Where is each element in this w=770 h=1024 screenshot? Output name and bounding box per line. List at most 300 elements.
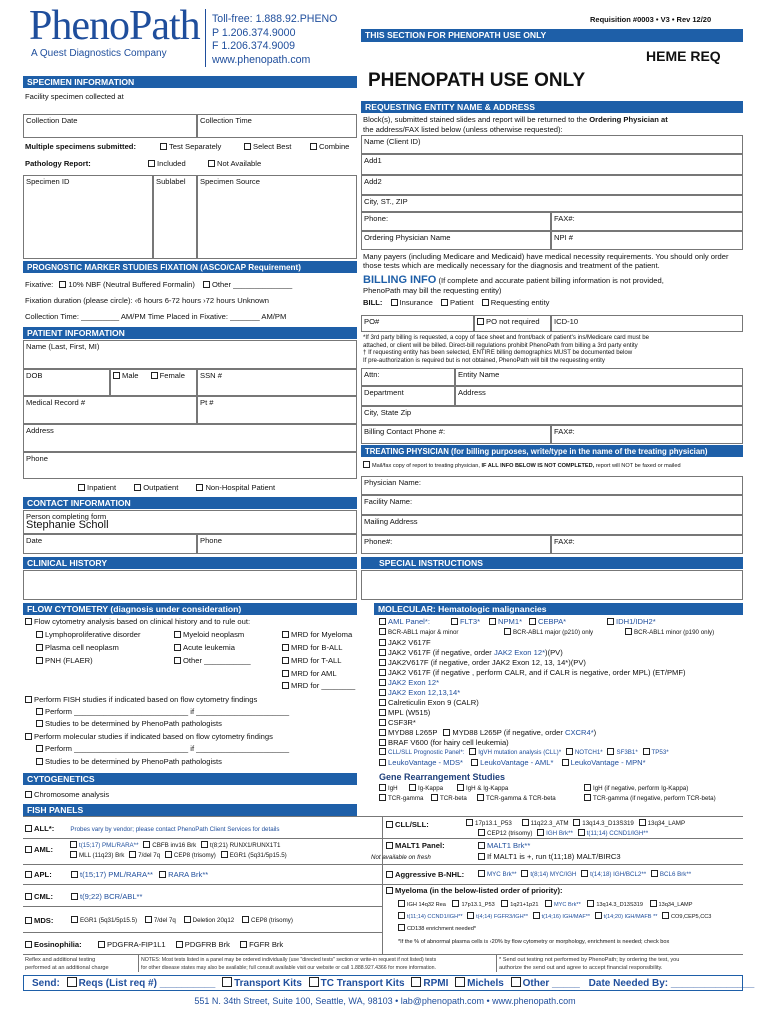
checkbox[interactable] bbox=[70, 841, 77, 848]
contact-phone-field[interactable] bbox=[197, 534, 357, 554]
mrn-field[interactable] bbox=[23, 396, 197, 424]
fish-aml-row2: MLL (11q23) Brk 7/del 7q CEP8 (trisomy) EGR1 (5q31/5p15.5) bbox=[70, 851, 287, 861]
ssn-field[interactable] bbox=[197, 369, 357, 396]
client-name-field[interactable] bbox=[361, 135, 743, 154]
treating-fax-field[interactable] bbox=[551, 535, 743, 554]
checkbox[interactable] bbox=[36, 708, 43, 715]
checkbox[interactable] bbox=[143, 841, 150, 848]
billing-title: BILLING INFO bbox=[363, 274, 437, 286]
dob-field[interactable] bbox=[23, 369, 110, 396]
department-field[interactable] bbox=[361, 386, 455, 406]
checkbox[interactable] bbox=[386, 871, 393, 878]
bill-label: BILL: bbox=[363, 298, 383, 307]
checkbox[interactable] bbox=[573, 819, 580, 826]
gene-rearrangement-title: Gene Rearrangement Studies bbox=[379, 772, 506, 782]
checkbox[interactable] bbox=[201, 841, 208, 848]
mol-exon1214: JAK2 Exon 12,13,14* bbox=[379, 688, 460, 698]
checkbox[interactable] bbox=[309, 977, 319, 987]
checkbox[interactable] bbox=[504, 628, 511, 635]
male-label: Male bbox=[122, 371, 139, 380]
pt-field[interactable] bbox=[197, 396, 357, 424]
checkbox[interactable] bbox=[222, 977, 232, 987]
checkbox[interactable] bbox=[477, 794, 484, 801]
patient-type-row bbox=[78, 483, 275, 493]
special-instructions-field[interactable] bbox=[361, 570, 743, 600]
checkbox[interactable] bbox=[386, 821, 393, 828]
checkbox[interactable] bbox=[36, 644, 43, 651]
checkbox[interactable] bbox=[466, 819, 473, 826]
billing-address-field[interactable] bbox=[455, 386, 743, 406]
treating-phone-field[interactable] bbox=[361, 535, 551, 554]
add2-label: Add2 bbox=[364, 177, 382, 186]
checkbox[interactable] bbox=[379, 679, 386, 686]
flow-row-5 bbox=[282, 681, 355, 691]
sex-field[interactable] bbox=[110, 369, 197, 396]
checkbox[interactable] bbox=[310, 143, 317, 150]
checkbox[interactable] bbox=[443, 729, 450, 736]
mrd-ball-label: MRD for B-ALL bbox=[291, 643, 343, 652]
bcr-abl-row: BCR-ABL1 major & minor BCR-ABL1 major (p210) only BCR-ABL1 minor (p190 only) bbox=[379, 628, 743, 638]
checkbox[interactable] bbox=[25, 696, 32, 703]
checkbox[interactable] bbox=[379, 699, 386, 706]
checkbox[interactable] bbox=[529, 618, 536, 625]
treating-phone-label: Phone#: bbox=[364, 537, 393, 546]
notes-text: NOTES: Most tests listed in a panel may be ordered individually (use "directed tests" section or write-in request if not listed) tests for other disease states may also be available; full consult available visit our website or call 1.888.927.4366 for more information. bbox=[141, 957, 437, 971]
nbf-label: 10% NBF (Neutral Buffered Formalin) bbox=[68, 280, 195, 289]
checkbox[interactable] bbox=[379, 669, 386, 676]
rpmi-label: RPMI bbox=[423, 978, 449, 989]
checkbox[interactable] bbox=[196, 484, 203, 491]
reqs-label: Reqs (List req #) __________ bbox=[78, 978, 216, 989]
third-party-note: *If 3rd party billing is requested, a copy of face sheet and front/back of patient's ins/Medicare card must be attached, or client will be billed. Direct-bill regulations prohibit PhenoPath from billing a 3rd party entity † If requesting entity has been selected, ENTIRE billing demographics MUST be documented below If pre-authorization is required but is not obtained, PhenoPath will bill the requesting entity bbox=[363, 334, 650, 364]
checkbox[interactable] bbox=[240, 941, 247, 948]
checkbox[interactable] bbox=[398, 912, 405, 919]
checkbox[interactable] bbox=[457, 784, 464, 791]
contact-date-field[interactable] bbox=[23, 534, 197, 554]
checkbox[interactable] bbox=[584, 794, 591, 801]
city-field[interactable] bbox=[361, 195, 743, 212]
checkbox[interactable] bbox=[25, 893, 32, 900]
billing-note: (If complete and accurate patient billing information is not provided, bbox=[438, 276, 664, 285]
combine-label: Combine bbox=[319, 142, 350, 151]
fish-all-row: ALL*: Probes vary by vendor; please contact PhenoPath Client Services for details bbox=[25, 824, 280, 835]
aml-panel-row: AML Panel*: FLT3* NPM1* CEBPA* IDH1/IDH2* bbox=[379, 617, 743, 627]
checkbox[interactable] bbox=[25, 917, 32, 924]
checkbox[interactable] bbox=[537, 829, 544, 836]
checkbox[interactable] bbox=[25, 825, 32, 832]
checkbox[interactable] bbox=[578, 829, 585, 836]
mol-perform: Perform ___________________________ if ______________________ bbox=[36, 744, 289, 754]
checkbox[interactable] bbox=[244, 143, 251, 150]
checkbox[interactable] bbox=[533, 912, 540, 919]
checkbox[interactable] bbox=[398, 900, 405, 907]
checkbox[interactable] bbox=[148, 160, 155, 167]
gene-row-1: IgH Ig-Kappa IgH & Ig-Kappa IgH (if negative, perform Ig-Kappa) bbox=[379, 784, 743, 794]
billing-fax-field[interactable] bbox=[551, 425, 743, 444]
phenopath-use-only: PHENOPATH USE ONLY bbox=[368, 70, 586, 91]
checkbox[interactable] bbox=[441, 299, 448, 306]
date-needed-label: Date Needed By: _______________ bbox=[588, 978, 755, 989]
fixation-duration: Fixation duration (please circle): ‹6 hours 6-72 hours ›72 hours Unknown bbox=[25, 296, 269, 305]
select-best-label: Select Best bbox=[253, 142, 292, 151]
treating-physician-field[interactable] bbox=[361, 476, 743, 495]
flow-cytometry-bar: FLOW CYTOMETRY (diagnosis under consideration) bbox=[23, 603, 357, 615]
heme-req-title: HEME REQ bbox=[646, 48, 721, 64]
checkbox[interactable] bbox=[584, 784, 591, 791]
fish-myeloma-note: *If the % of abnormal plasma cells is ‹20% by flow cytometry or morphology, enrichment is needed; check box bbox=[398, 939, 670, 945]
patient-phone-field[interactable] bbox=[23, 452, 357, 479]
flow-row-1 bbox=[36, 630, 356, 640]
mrd-myeloma-label: MRD for Myeloma bbox=[291, 630, 353, 639]
phone-label: Phone: bbox=[364, 214, 389, 223]
sublabel-label: Sublabel bbox=[156, 177, 186, 186]
checkbox[interactable] bbox=[522, 819, 529, 826]
treating-physician-label: Physician Name: bbox=[364, 478, 421, 487]
checkbox[interactable] bbox=[379, 759, 386, 766]
fax-text: F 1.206.374.9009 bbox=[212, 40, 296, 52]
checkbox[interactable] bbox=[478, 853, 485, 860]
checkbox[interactable] bbox=[71, 916, 78, 923]
checkbox[interactable] bbox=[639, 819, 646, 826]
mrd-tall-label: MRD for T-ALL bbox=[291, 656, 342, 665]
checkbox[interactable] bbox=[129, 851, 136, 858]
checkbox[interactable] bbox=[25, 791, 32, 798]
patient-phone-label: Phone bbox=[26, 454, 48, 463]
fish-malt-row: MALT1 Panel: MALT1 Brk** bbox=[386, 841, 445, 851]
prognostic-bar: PROGNOSTIC MARKER STUDIES FIXATION (ASCO/CAP Requirement) bbox=[23, 261, 357, 273]
client-name-label: Name (Client ID) bbox=[364, 137, 421, 146]
checkbox[interactable] bbox=[282, 657, 289, 664]
collection-time-label: Collection Time bbox=[200, 116, 252, 125]
checkbox[interactable] bbox=[25, 618, 32, 625]
checkbox[interactable] bbox=[363, 461, 370, 468]
checkbox[interactable] bbox=[625, 628, 632, 635]
facility-label: Facility specimen collected at bbox=[25, 92, 124, 101]
pt-label: Pt # bbox=[200, 398, 214, 407]
checkbox[interactable] bbox=[662, 912, 669, 919]
treating-mail-note: Mail/fax copy of report to treating physician, IF ALL INFO BELOW IS NOT COMPLETED, report will NOT be faxed or mailed bbox=[363, 461, 681, 472]
collection-time-field[interactable] bbox=[197, 114, 357, 138]
billing-address-label: Address bbox=[458, 388, 486, 397]
checkbox[interactable] bbox=[67, 977, 77, 987]
checkbox[interactable] bbox=[208, 160, 215, 167]
checkbox[interactable] bbox=[160, 143, 167, 150]
billing-fax-label: FAX#: bbox=[554, 427, 575, 436]
mrd-for-label: MRD for ________ bbox=[291, 681, 356, 690]
send-label: Send: bbox=[32, 978, 60, 989]
special-instructions-bar: SPECIAL INSTRUCTIONS bbox=[361, 557, 743, 569]
checkbox[interactable] bbox=[282, 631, 289, 638]
checkbox[interactable] bbox=[566, 748, 573, 755]
patient-name-field[interactable] bbox=[23, 340, 357, 369]
checkbox[interactable] bbox=[545, 900, 552, 907]
checkbox[interactable] bbox=[562, 759, 569, 766]
contact-bar: CONTACT INFORMATION bbox=[23, 497, 357, 509]
checkbox[interactable] bbox=[379, 784, 386, 791]
mol-cll-row: CLL/SLL Prognostic Panel*: IgVH mutation analysis (CLL)* NOTCH1* SF3B1* TP53* bbox=[379, 748, 743, 758]
checkbox[interactable] bbox=[411, 977, 421, 987]
checkbox[interactable] bbox=[477, 318, 484, 325]
checkbox[interactable] bbox=[36, 745, 43, 752]
po-field[interactable] bbox=[361, 315, 474, 332]
gene-row-2: TCR-gamma TCR-beta TCR-gamma & TCR-beta TCR-gamma (if negative, perform TCR-beta) bbox=[379, 794, 743, 804]
checkbox[interactable] bbox=[521, 870, 528, 877]
inpatient-label: Inpatient bbox=[87, 483, 117, 492]
patient-address-field[interactable] bbox=[23, 424, 357, 452]
checkbox[interactable] bbox=[386, 842, 393, 849]
insurance-label: Insurance bbox=[399, 298, 433, 307]
mol-jak2-neg: JAK2 V617F (if negative, order JAK2 Exon 12*)(PV) bbox=[379, 648, 563, 658]
mol-csf3r: CSF3R* bbox=[379, 718, 416, 728]
checkbox[interactable] bbox=[176, 941, 183, 948]
checkbox[interactable] bbox=[379, 729, 386, 736]
checkbox[interactable] bbox=[59, 281, 66, 288]
checkbox[interactable] bbox=[482, 299, 489, 306]
checkbox[interactable] bbox=[159, 871, 166, 878]
fixative-other-label: Other bbox=[212, 280, 231, 289]
checkbox[interactable] bbox=[25, 871, 32, 878]
checkbox[interactable] bbox=[469, 748, 476, 755]
specimen-source-label: Specimen Source bbox=[200, 177, 260, 186]
female-label: Female bbox=[159, 371, 185, 380]
add1-label: Add1 bbox=[364, 156, 382, 165]
mol-braf: BRAF V600 (for hairy cell leukemia) bbox=[379, 738, 509, 748]
checkbox[interactable] bbox=[36, 720, 43, 727]
fish-eos-row: Eosinophilia: PDGFRA-FIP1L1 PDGFRB Brk FGFR Brk bbox=[25, 940, 82, 950]
lpd-label: Lymphoproliferative disorder bbox=[45, 630, 141, 639]
sublabel-field[interactable] bbox=[153, 175, 197, 259]
checkbox[interactable] bbox=[70, 851, 77, 858]
specimen-source-field[interactable] bbox=[197, 175, 357, 259]
logo-subtitle: A Quest Diagnostics Company bbox=[31, 48, 167, 59]
checkbox[interactable] bbox=[511, 977, 521, 987]
checkbox[interactable] bbox=[478, 829, 485, 836]
checkbox[interactable] bbox=[650, 900, 657, 907]
checkbox[interactable] bbox=[431, 794, 438, 801]
mol-studies: Studies to be determined by PhenoPath pathologists bbox=[36, 757, 222, 767]
checkbox[interactable] bbox=[184, 916, 191, 923]
checkbox[interactable] bbox=[379, 748, 386, 755]
multiple-specimens-row bbox=[25, 142, 357, 152]
billing-note2: PhenoPath may bill the requesting entity) bbox=[363, 286, 502, 295]
mol-jak2: JAK2 V617F bbox=[379, 638, 431, 648]
michels-label: Michels bbox=[467, 978, 504, 989]
logo bbox=[29, 4, 199, 66]
fish-aml-row1: t(15;17) PML/RARA** CBFB inv16 Brk t(8;21) RUNX1/RUNX1T1 bbox=[70, 841, 280, 851]
checkbox[interactable] bbox=[379, 739, 386, 746]
payers-note: Many payers (including Medicare and Medicaid) have medical necessity requirements. You should only order those tests which are medically necessary for the diagnosis and treatment of the patient. bbox=[363, 252, 729, 271]
checkbox[interactable] bbox=[145, 916, 152, 923]
checkbox[interactable] bbox=[379, 689, 386, 696]
billing-info bbox=[363, 275, 664, 296]
checkbox[interactable] bbox=[455, 977, 465, 987]
checkbox[interactable] bbox=[398, 924, 405, 931]
checkbox[interactable] bbox=[282, 670, 289, 677]
ordering-physician-field[interactable] bbox=[361, 231, 551, 250]
tc-transport-label: TC Transport Kits bbox=[320, 978, 405, 989]
collection-date-field[interactable] bbox=[23, 114, 197, 138]
checkbox[interactable] bbox=[409, 784, 416, 791]
fish-malt-row2: Not available on fresh If MALT1 is +, run t(11;18) MALT/BIRC3 bbox=[371, 852, 621, 861]
checkbox[interactable] bbox=[174, 644, 181, 651]
checkbox[interactable] bbox=[379, 639, 386, 646]
test-separately-label: Test Separately bbox=[169, 142, 222, 151]
reflex-note: Reflex and additional testing performed at an additional charge bbox=[25, 957, 109, 971]
contact-block bbox=[212, 13, 337, 67]
checkbox[interactable] bbox=[379, 618, 386, 625]
po-not-required-field[interactable] bbox=[474, 315, 551, 332]
checkbox[interactable] bbox=[98, 941, 105, 948]
checkbox[interactable] bbox=[451, 618, 458, 625]
icd-field[interactable] bbox=[551, 315, 743, 332]
checkbox[interactable] bbox=[78, 484, 85, 491]
mol-mpl: MPL (W515) bbox=[379, 708, 430, 718]
checkbox[interactable] bbox=[452, 900, 459, 907]
checkbox[interactable] bbox=[595, 912, 602, 919]
specimen-id-field[interactable] bbox=[23, 175, 153, 259]
treating-mailing-field[interactable] bbox=[361, 515, 743, 535]
checkbox[interactable] bbox=[651, 870, 658, 877]
phone-field[interactable] bbox=[361, 212, 551, 231]
requesting-entity-label: Requesting entity bbox=[490, 298, 550, 307]
mol-calr: Calreticulin Exon 9 (CALR) bbox=[379, 698, 479, 708]
checkbox[interactable] bbox=[607, 748, 614, 755]
fish-cll-row2: CEP12 (trisomy) IGH Brk** t(11;14) CCND1/IGH** bbox=[478, 829, 648, 839]
checkbox[interactable] bbox=[221, 851, 228, 858]
flow-row-2 bbox=[36, 643, 356, 653]
fax-label: FAX#: bbox=[554, 214, 575, 223]
ssn-label: SSN # bbox=[200, 371, 222, 380]
not-available-label: Not Available bbox=[217, 159, 262, 168]
checkbox[interactable] bbox=[379, 649, 386, 656]
mol-myd88: MYD88 L265P MYD88 L265P (if negative, order CXCR4*) bbox=[379, 728, 596, 738]
fish-myeloma-row3: CD138 enrichment needed* bbox=[398, 924, 476, 935]
requisition-number: Requisition #0003 • V3 • Rev 12/20 bbox=[590, 15, 712, 24]
checkbox[interactable] bbox=[282, 644, 289, 651]
transport-kits-label: Transport Kits bbox=[234, 978, 302, 989]
checkbox[interactable] bbox=[71, 871, 78, 878]
fish-apl-row: APL: t(15;17) PML/RARA** RARA Brk** bbox=[25, 870, 52, 880]
acute-leukemia-label: Acute leukemia bbox=[183, 643, 235, 652]
flow-row-3 bbox=[36, 656, 356, 666]
mol-jak2cv: JAK2V617F (if negative, order JAK2 Exon 12, 13, 14*)(PV) bbox=[379, 658, 586, 668]
checkbox[interactable] bbox=[489, 618, 496, 625]
clinical-history-field[interactable] bbox=[23, 570, 357, 600]
checkbox[interactable] bbox=[134, 484, 141, 491]
add1-field[interactable] bbox=[361, 154, 743, 175]
npi-field[interactable] bbox=[551, 231, 743, 250]
checkbox[interactable] bbox=[151, 372, 158, 379]
checkbox[interactable] bbox=[203, 281, 210, 288]
checkbox[interactable] bbox=[581, 870, 588, 877]
mrd-aml-label: MRD for AML bbox=[291, 669, 337, 678]
fax-field[interactable] bbox=[551, 212, 743, 231]
checkbox[interactable] bbox=[25, 846, 32, 853]
checkbox[interactable] bbox=[379, 628, 386, 635]
checkbox[interactable] bbox=[587, 900, 594, 907]
fish-agg-row: Aggressive B-NHL: MYC Brk** t(8;14) MYC/IGH t(14;18) IGH/BCL2** BCL6 Brk** bbox=[386, 870, 464, 880]
checkbox[interactable] bbox=[478, 870, 485, 877]
attn-label: Attn: bbox=[364, 370, 380, 379]
logo-text: PhenoPath bbox=[29, 3, 200, 49]
checkbox[interactable] bbox=[174, 631, 181, 638]
patient-name-label: Name (Last, First, MI) bbox=[26, 342, 100, 351]
npi-label: NPI # bbox=[554, 233, 573, 242]
checkbox[interactable] bbox=[643, 748, 650, 755]
contact-phone-label: Phone bbox=[200, 536, 222, 545]
billing-city-label: City, State Zip bbox=[364, 408, 412, 417]
checkbox[interactable] bbox=[379, 794, 386, 801]
checkbox[interactable] bbox=[174, 657, 181, 664]
checkbox[interactable] bbox=[71, 893, 78, 900]
checkbox[interactable] bbox=[25, 733, 32, 740]
checkbox[interactable] bbox=[242, 916, 249, 923]
checkbox[interactable] bbox=[607, 618, 614, 625]
po-label: PO# bbox=[364, 317, 380, 326]
patient-address-label: Address bbox=[26, 426, 54, 435]
person-completing-field[interactable] bbox=[23, 510, 357, 534]
checkbox[interactable] bbox=[36, 758, 43, 765]
specimen-id-label: Specimen ID bbox=[26, 177, 70, 186]
plasma-cell-label: Plasma cell neoplasm bbox=[45, 643, 119, 652]
treating-physician-bar: TREATING PHYSICIAN (for billing purposes, write/type in the name of the treating physician) bbox=[361, 445, 743, 457]
attn-field[interactable] bbox=[361, 368, 455, 386]
fish-cll-label: CLL/SLL: bbox=[386, 820, 429, 830]
checkbox[interactable] bbox=[379, 719, 386, 726]
entity-name-field[interactable] bbox=[455, 368, 743, 386]
checkbox[interactable] bbox=[478, 842, 485, 849]
billing-contact-field[interactable] bbox=[361, 425, 551, 444]
checkbox[interactable] bbox=[36, 657, 43, 664]
city-label: City, ST., ZIP bbox=[364, 197, 408, 206]
requesting-note: Block(s), submitted stained slides and report will be returned to the Ordering Physician at the address/FAX listed below (unless otherwise requested): bbox=[363, 115, 668, 134]
mol-exon12: JAK2 Exon 12* bbox=[379, 678, 439, 688]
checkbox[interactable] bbox=[25, 941, 32, 948]
website-text: www.phenopath.com bbox=[212, 53, 311, 66]
pathology-label: Pathology Report: bbox=[25, 159, 91, 168]
patient-bar: PATIENT INFORMATION bbox=[23, 327, 357, 339]
footer-address: 551 N. 34th Street, Suite 100, Seattle, WA, 98103 • lab@phenopath.com • www.phenopath.com bbox=[194, 996, 576, 1006]
included-label: Included bbox=[157, 159, 186, 168]
checkbox[interactable] bbox=[36, 631, 43, 638]
checkbox[interactable] bbox=[379, 709, 386, 716]
checkbox[interactable] bbox=[391, 299, 398, 306]
ordering-physician-label: Ordering Physician Name bbox=[364, 233, 451, 242]
checkbox[interactable] bbox=[113, 372, 120, 379]
fish-myeloma-row2: t(11;14) CCND1/IGH** t(4;14) FGFR3/IGH** t(14;16) IGH/MAF** t(14;20) IGH/MAFB ** CO9,CEP5,CC3 bbox=[398, 912, 711, 923]
checkbox[interactable] bbox=[282, 682, 289, 689]
billing-city-field[interactable] bbox=[361, 406, 743, 425]
checkbox[interactable] bbox=[165, 851, 172, 858]
fish-myeloma-row1: IGH 14q32 Rea 17p13.1_P53 1q21+1p21 MYC Brk** 13q14.3_D13S319 13q34_LAMP bbox=[398, 900, 692, 911]
fish-myeloma-title: Myeloma (in the below-listed order of priority): bbox=[386, 886, 563, 896]
checkbox[interactable] bbox=[501, 900, 508, 907]
bill-patient-label: Patient bbox=[450, 298, 474, 307]
phone-text: P 1.206.374.9000 bbox=[212, 26, 296, 39]
multiple-label: Multiple specimens submitted: bbox=[25, 142, 136, 151]
checkbox[interactable] bbox=[386, 887, 393, 894]
molecular-bar: MOLECULAR: Hematologic malignancies bbox=[374, 603, 743, 615]
use-only-bar: THIS SECTION FOR PHENOPATH USE ONLY bbox=[361, 29, 743, 42]
treating-fax-label: FAX#: bbox=[554, 537, 575, 546]
mol-lv-row: LeukoVantage - MDS* LeukoVantage - AML* LeukoVantage - MPN* bbox=[379, 758, 646, 768]
department-label: Department bbox=[364, 388, 404, 397]
checkbox[interactable] bbox=[467, 912, 474, 919]
add2-field[interactable] bbox=[361, 175, 743, 195]
checkbox[interactable] bbox=[471, 759, 478, 766]
checkbox[interactable] bbox=[379, 659, 386, 666]
treating-facility-field[interactable] bbox=[361, 495, 743, 515]
